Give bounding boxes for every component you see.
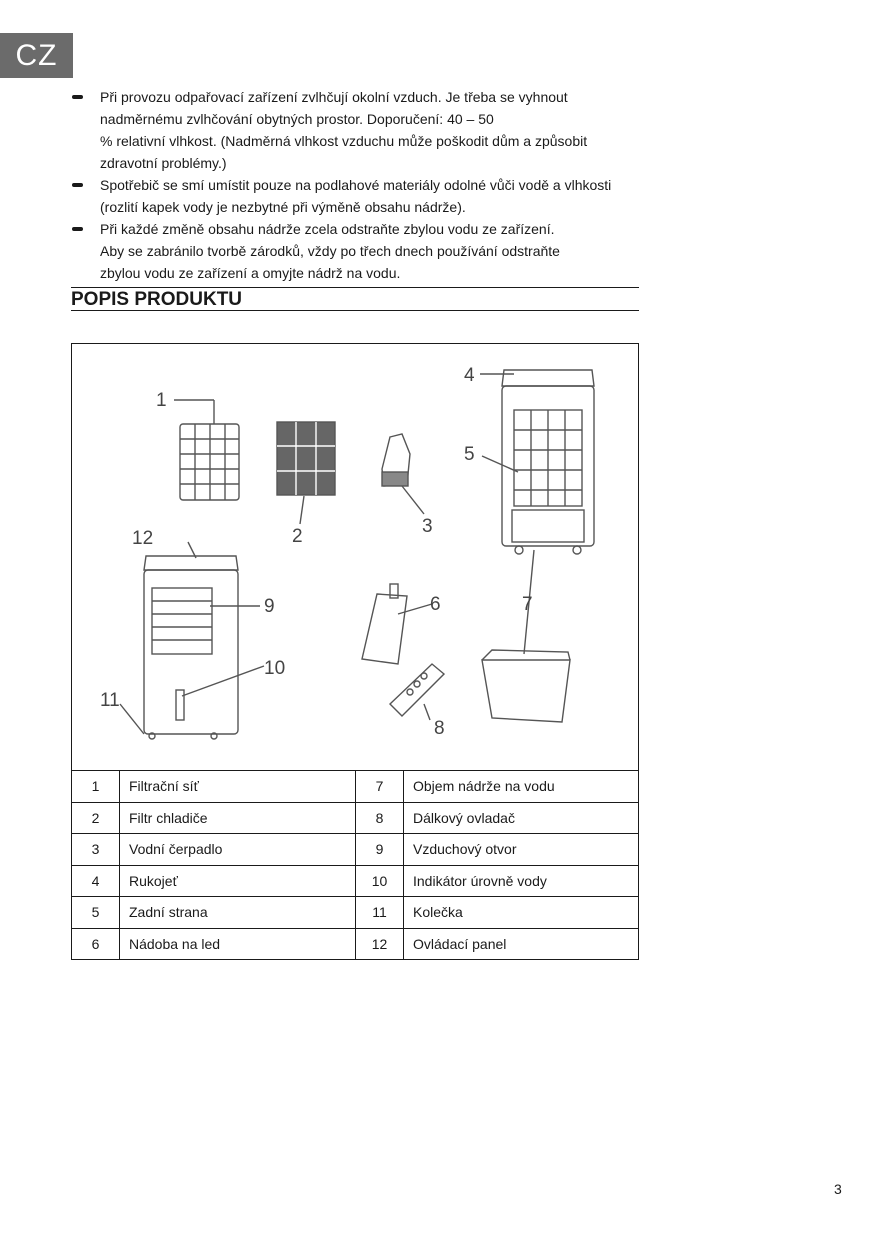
callout-label: 2 [292,526,303,547]
part-label: Dálkový ovladač [404,802,639,834]
callout-label: 3 [422,516,433,537]
part-number: 2 [72,802,120,834]
cooler-back-view-illustration [502,370,594,554]
table-row [72,928,639,960]
bullet-line: zbylou vodu ze zařízení a omyjte nádrž na vodu. [100,265,401,281]
bullet-item [72,174,662,218]
part-number: 7 [356,771,404,803]
part-label: Vzduchový otvor [404,834,639,866]
bullet-line: nadměrnému zvlhčování obytných prostor. Doporučení: 40 – 50 [100,111,494,127]
table-row [72,771,639,803]
part-number: 4 [72,865,120,897]
ice-box-illustration [362,584,407,664]
bullet-line: Spotřebič se smí umístit pouze na podlahové materiály odolné vůči vodě a vlhkosti [100,177,612,193]
cooler-front-view-illustration [144,556,238,739]
part-label: Objem nádrže na vodu [404,771,639,803]
product-illustration [72,344,639,771]
water-tank-illustration [482,650,570,722]
page-number: 3 [834,1181,842,1197]
callout-label: 10 [264,658,286,679]
part-number: 11 [356,897,404,929]
table-row [72,802,639,834]
bullet-dash-icon [72,227,83,231]
filter-mesh-illustration [180,424,239,500]
callout-label: 1 [156,390,167,411]
bullet-item [72,86,662,174]
product-diagram [71,343,639,771]
callout-label: 6 [430,594,441,615]
water-pump-illustration [382,434,410,486]
part-label: Kolečka [404,897,639,929]
bullet-dash-icon [72,95,83,99]
callout-label: 7 [522,594,533,615]
section-title: POPIS PRODUKTU [71,287,639,311]
part-number: 6 [72,928,120,960]
bullet-item [72,218,662,284]
safety-bullet-list [72,86,662,284]
bullet-line: Aby se zabránilo tvorbě zárodků, vždy po třech dnech používání odstraňte [100,243,560,259]
table-row [72,865,639,897]
part-label: Vodní čerpadlo [120,834,356,866]
callout-label: 11 [100,690,120,711]
part-label: Filtrační síť [120,771,356,803]
part-number: 9 [356,834,404,866]
parts-table [71,770,639,960]
remote-control-illustration [390,664,444,716]
part-label: Zadní strana [120,897,356,929]
part-label: Rukojeť [120,865,356,897]
table-row [72,834,639,866]
part-label: Indikátor úrovně vody [404,865,639,897]
callout-label: 12 [132,528,154,549]
part-number: 12 [356,928,404,960]
bullet-line: Při každé změně obsahu nádrže zcela odstraňte zbylou vodu ze zařízení. [100,221,555,237]
part-label: Nádoba na led [120,928,356,960]
callout-label: 5 [464,444,475,465]
bullet-line: (rozlití kapek vody je nezbytné při výměně obsahu nádrže). [100,199,466,215]
bullet-line: zdravotní problémy.) [100,155,227,171]
callout-label: 8 [434,718,445,739]
bullet-dash-icon [72,183,83,187]
part-number: 5 [72,897,120,929]
part-number: 8 [356,802,404,834]
cooler-filter-illustration [277,422,335,495]
callout-label: 4 [464,365,475,386]
bullet-line: % relativní vlhkost. (Nadměrná vlhkost vzduchu může poškodit dům a způsobit [100,133,588,149]
part-label: Ovládací panel [404,928,639,960]
part-number: 1 [72,771,120,803]
part-number: 10 [356,865,404,897]
part-number: 3 [72,834,120,866]
table-row [72,897,639,929]
callout-label: 9 [264,596,275,617]
part-label: Filtr chladiče [120,802,356,834]
bullet-line: Při provozu odpařovací zařízení zvlhčují okolní vzduch. Je třeba se vyhnout [100,89,568,105]
language-tab: CZ [0,33,73,78]
